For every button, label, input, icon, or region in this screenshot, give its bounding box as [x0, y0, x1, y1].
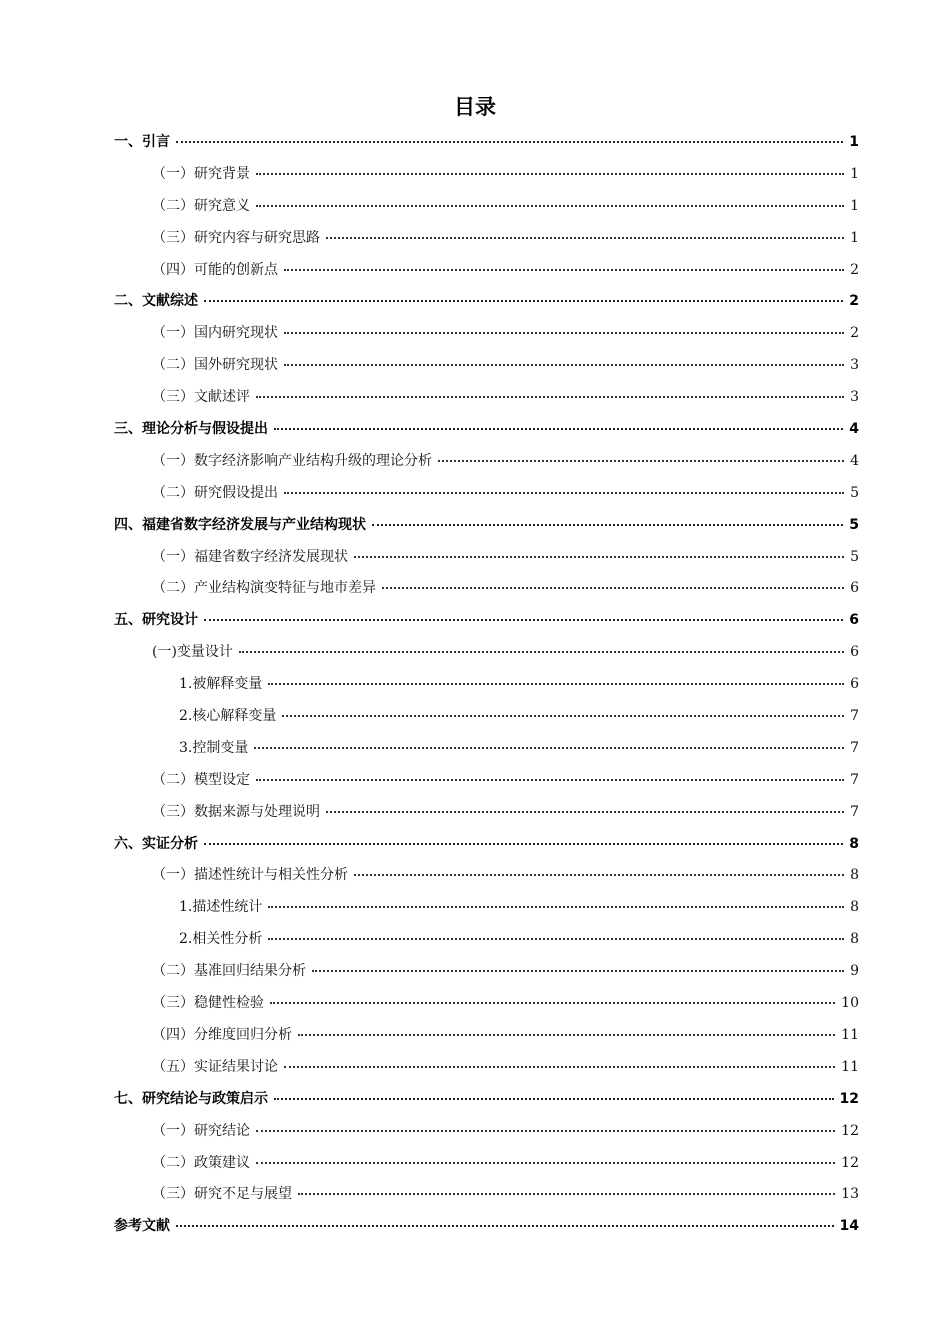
toc-entry-label: （三）数据来源与处理说明	[152, 803, 320, 820]
toc-entry-page-number: 5	[849, 516, 859, 533]
dot-leader	[284, 268, 844, 271]
toc-entry-label: 2.核心解释变量	[179, 708, 277, 725]
dot-leader	[284, 1065, 835, 1068]
toc-entry[interactable]	[114, 318, 859, 350]
dot-leader	[270, 1001, 835, 1004]
toc-entry[interactable]	[114, 573, 859, 605]
dot-leader	[326, 236, 844, 239]
dot-leader	[256, 395, 844, 398]
toc-entry-label: 三、理论分析与假设提出	[114, 421, 268, 438]
toc-entry-label: 一、引言	[114, 134, 170, 150]
toc-entry-page-number: 1	[850, 165, 859, 182]
dot-leader	[268, 682, 844, 685]
toc-entry[interactable]	[114, 191, 859, 223]
toc-entry[interactable]	[114, 127, 859, 159]
toc-entry[interactable]	[114, 1020, 859, 1052]
toc-entry[interactable]	[114, 829, 859, 861]
page-title: 目录	[454, 95, 496, 119]
toc-entry-page-number: 11	[841, 1026, 859, 1043]
toc-entry-label: 3.控制变量	[179, 739, 249, 756]
dot-leader	[176, 1224, 834, 1227]
toc-entry[interactable]	[114, 701, 859, 733]
toc-entry-page-number: 6	[850, 580, 859, 597]
toc-entry-page-number: 8	[849, 835, 859, 852]
dot-leader	[282, 714, 844, 717]
toc-entry-label: （一）描述性统计与相关性分析	[152, 867, 348, 884]
toc-entry[interactable]	[114, 478, 859, 510]
toc-entry-page-number: 2	[849, 293, 859, 310]
toc-entry-label: （三）文献述评	[152, 389, 250, 406]
toc-entry-page-number: 2	[850, 325, 859, 342]
toc-entry[interactable]	[114, 414, 859, 446]
toc-entry-page-number: 1	[849, 134, 859, 150]
toc-entry-label: 四、福建省数字经济发展与产业结构现状	[114, 516, 366, 533]
toc-entry[interactable]	[114, 1084, 859, 1116]
toc-entry-page-number: 8	[850, 867, 859, 884]
toc-entry-page-number: 4	[849, 421, 859, 438]
dot-leader	[284, 491, 844, 494]
toc-entry[interactable]	[114, 956, 859, 988]
dot-leader	[274, 1097, 834, 1100]
toc-entry-label: （二）研究假设提出	[152, 484, 278, 501]
toc-entry-label: （二）基准回归结果分析	[152, 963, 306, 980]
toc-entry-page-number: 7	[850, 708, 859, 725]
toc-entry-page-number: 6	[849, 612, 859, 629]
toc-entry-page-number: 12	[839, 1090, 859, 1107]
toc-entry[interactable]	[114, 446, 859, 478]
toc-entry-label: （三）稳健性检验	[152, 995, 264, 1012]
dot-leader	[268, 937, 844, 940]
toc-entry[interactable]	[114, 892, 859, 924]
toc-entry-label: （一）研究背景	[152, 165, 250, 182]
dot-leader	[372, 523, 843, 526]
toc-entry-page-number: 8	[850, 899, 859, 916]
dot-leader	[256, 778, 844, 781]
toc-entry-label: （一）福建省数字经济发展现状	[152, 548, 348, 565]
dot-leader	[326, 810, 844, 813]
toc-entry-label: 二、文献综述	[114, 293, 198, 310]
toc-entry-page-number: 3	[850, 389, 859, 406]
dot-leader	[274, 427, 843, 430]
toc-entry-page-number: 11	[841, 1058, 859, 1075]
toc-entry[interactable]	[114, 159, 859, 191]
dot-leader	[239, 650, 844, 653]
dot-leader	[254, 746, 844, 749]
toc-entry[interactable]	[114, 286, 859, 318]
dot-leader	[256, 204, 844, 207]
dot-leader	[354, 555, 844, 558]
dot-leader	[312, 969, 844, 972]
toc-entry[interactable]	[114, 542, 859, 574]
toc-entry-label: （三）研究内容与研究思路	[152, 229, 320, 246]
toc-entry[interactable]	[114, 1052, 859, 1084]
toc-entry-label: （四）分维度回归分析	[152, 1026, 292, 1043]
dot-leader	[256, 172, 844, 175]
toc-entry-page-number: 6	[850, 644, 859, 661]
toc-entry[interactable]	[114, 669, 859, 701]
toc-entry-page-number: 12	[841, 1122, 859, 1139]
toc-entry-page-number: 7	[850, 771, 859, 788]
dot-leader	[284, 363, 844, 366]
dot-leader	[256, 1129, 835, 1132]
toc-entry[interactable]	[114, 765, 859, 797]
toc-entry[interactable]	[114, 637, 859, 669]
toc-entry-label: （一）数字经济影响产业结构升级的理论分析	[152, 452, 432, 469]
toc-entry-label: 1.被解释变量	[179, 676, 263, 693]
toc-entry[interactable]	[114, 255, 859, 287]
toc-entry-page-number: 10	[841, 995, 859, 1012]
toc-entry-page-number: 7	[850, 803, 859, 820]
toc-entry[interactable]	[114, 510, 859, 542]
dot-leader	[256, 1161, 835, 1164]
toc-entry[interactable]	[114, 605, 859, 637]
toc-entry-page-number: 8	[850, 931, 859, 948]
dot-leader	[354, 873, 844, 876]
dot-leader	[176, 140, 843, 143]
toc-entry[interactable]	[114, 1148, 859, 1180]
dot-leader	[438, 459, 844, 462]
dot-leader	[298, 1192, 835, 1195]
toc-entry-page-number: 9	[850, 963, 859, 980]
dot-leader	[284, 331, 844, 334]
toc-entry-label: 1.描述性统计	[179, 899, 263, 916]
toc-entry-page-number: 4	[850, 452, 859, 469]
toc-entry-label: 六、实证分析	[114, 835, 198, 852]
toc-entry[interactable]	[114, 924, 859, 956]
toc-entry[interactable]	[114, 797, 859, 829]
toc-entry-label: （三）研究不足与展望	[152, 1186, 292, 1203]
toc-entry-label: （一）国内研究现状	[152, 325, 278, 342]
toc-entry-page-number: 13	[841, 1186, 859, 1203]
toc-entry-label: 五、研究设计	[114, 612, 198, 629]
dot-leader	[204, 299, 843, 302]
toc-entry-label: (一)变量设计	[152, 644, 233, 661]
toc-entry[interactable]	[114, 988, 859, 1020]
toc-entry-label: （二）政策建议	[152, 1154, 250, 1171]
toc-entry-label: （五）实证结果讨论	[152, 1058, 278, 1075]
toc-entry-page-number: 3	[850, 357, 859, 374]
toc-entry[interactable]	[114, 382, 859, 414]
toc-entry-label: 参考文献	[114, 1218, 170, 1235]
toc-entry[interactable]	[114, 1211, 859, 1243]
toc-entry-page-number: 12	[841, 1154, 859, 1171]
toc-entry-page-number: 7	[850, 739, 859, 756]
toc-entry-page-number: 5	[850, 484, 859, 501]
toc-entry[interactable]	[114, 860, 859, 892]
toc-entry-label: （二）模型设定	[152, 771, 250, 788]
toc-entry-label: 2.相关性分析	[179, 931, 263, 948]
toc-entry-label: （二）产业结构演变特征与地市差异	[152, 580, 376, 597]
toc-entry[interactable]	[114, 1179, 859, 1211]
toc-entry-page-number: 6	[850, 676, 859, 693]
toc-entry[interactable]	[114, 733, 859, 765]
toc-entry-label: （四）可能的创新点	[152, 261, 278, 278]
toc-entry-page-number: 14	[839, 1218, 859, 1235]
toc-entry[interactable]	[114, 1116, 859, 1148]
toc-entry[interactable]	[114, 223, 859, 255]
toc-entry-label: 七、研究结论与政策启示	[114, 1090, 268, 1107]
toc-entry-label: （一）研究结论	[152, 1122, 250, 1139]
toc-entry-label: （二）国外研究现状	[152, 357, 278, 374]
dot-leader	[204, 842, 843, 845]
table-of-contents	[114, 127, 859, 1243]
toc-entry-label: （二）研究意义	[152, 197, 250, 214]
dot-leader	[268, 905, 844, 908]
toc-entry[interactable]	[114, 350, 859, 382]
toc-entry-page-number: 1	[850, 197, 859, 214]
dot-leader	[298, 1033, 835, 1036]
toc-entry-page-number: 2	[850, 261, 859, 278]
toc-entry-page-number: 1	[850, 229, 859, 246]
toc-entry-page-number: 5	[850, 548, 859, 565]
dot-leader	[204, 618, 843, 621]
dot-leader	[382, 586, 844, 589]
